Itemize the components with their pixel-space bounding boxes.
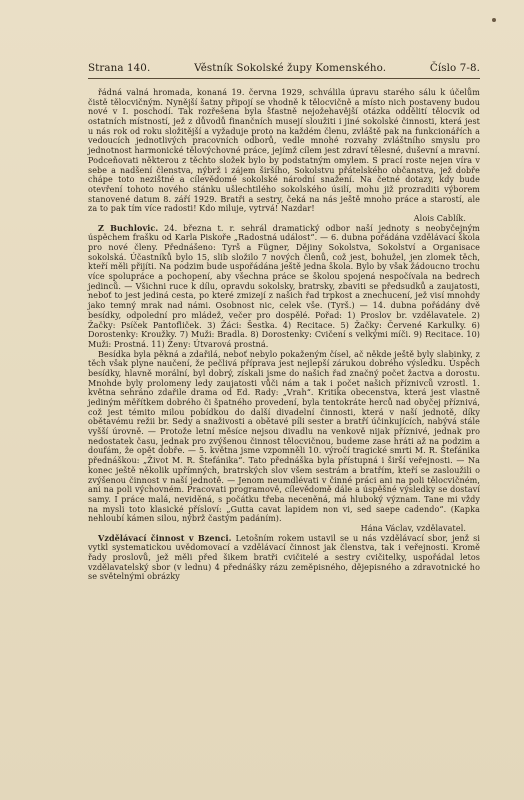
section-buchlovice: [88, 224, 480, 350]
paragraph-3: Besídka byla pěkná a zdařilá, neboť nebylo pokaženým čísel, ač někde ještě byly slabinky, z těch však plyne naučení, že pečlivá příprava jest nejlepší zárukou dobrého výsledku. Úspěch besídky, hlavně morální, byl dobrý, získali jsme do našich řad značný počet žactva a dorostu. Mnohde byly prolomeny ledy zaujatosti vůči nám a tak i počet našich příznivců vzrostl. 1. května sehráno zdařile drama od Ed. Rady: „Vrah“. Kritika obecenstva, která jest vlastně jediným měřítkem dobrého či špatného provedení, byla tentokráte herců nad obyčej příznivá, což jest témito milou pobídkou do další divadelní činnosti, která v naší jednotě, díky obětavému režii br. Sedy a snaživosti a obětavé píli sester a bratří účinkujících, nabývá stále vyšší úrovně. — Protože letní měsíce nejsou divadlu na venkově nijak příznivé, jednak pro nedostatek času, jednak pro zvýšenou činnost tělocvičnou, budeme zase hráti až na podzim a doufám, že opět dobře. — 5. května jsme vzpomněli 10. výročí tragické smrti M. R. Štefánika přednáškou: „Život M. R. Štefánika“. Tato přednáška byla přístupná i širší veřejnosti. — Na konec ještě několik upřímných, bratrských slov všem sestrám a bratřím, kteří se zasloužili o zvýšenou činnost v naší jednotě. — Jenom neumdlévati v činné práci ani na poli tělocvičném, ani na poli výchovném. Pracovati programově, cílevědomě dále a úspěšné výsledky se dostaví samy. I práce malá, neviděná, s počátku třeba neceněná, má hluboký význam. Tane mi vždy na mysli toto klasické přísloví: „Gutta cavat lapidem non vi, sed saepe cadendo“. (Kapka nehloubí kámen silou, nýbrž častým padáním).: [88, 349, 480, 524]
signature-1: Alois Cablík.: [413, 213, 466, 223]
paragraph-1: řádná valná hromada, konaná 19. června 1929, schválila úpravu starého sálu k účelům čistě tělocvičným. Nynější šatny připojí se vhodně k tělocvičně a místo nich postaveny budou nové v I. poschodí. Tak rozřešena byla šťastně nejožehavější otázka oddělití tělocvik od ostatních místností, jež z důvodů finančních musejí sloužiti i jiné sokolské činnosti, která jest u nás rok od roku složitější a vyžaduje proto na každém členu, zvláště pak na funkcionářích a vedoucích jednotlivých pracovních odborů, vedle mnohé rozvahy zvláštního smyslu pro jednotnost harmonické tělovýchovné práce, jejímž cílem jest zdraví tělesné, duševní a mravní. Podceňovati některou z těchto složek bylo by podstatným omylem. S prací roste nejen víra v sebe a nadšení členstva, nýbrž i zájem širšího, Sokolstvu přátelského občanstva, jež dobře chápe toto nezištné a cílevědomé sokolské národní snažení. Na četné dotazy, kdy bude otevření tohoto nového stánku ušlechtilého sokolského úsilí, mohu již prozraditi výborem stanovené datum 8. září 1929. Bratři a sestry, čeká na nás ještě mnoho práce a starostí, ale za to pak tím více radosti! Kdo miluje, vytrvá! Nazdar!: [88, 88, 480, 214]
article-body: [88, 88, 480, 582]
issue-number: Číslo 7-8.: [429, 62, 480, 74]
running-header: [88, 62, 480, 74]
section-title-bzenec: Vzdělávací činnost v Bzenci.: [98, 532, 232, 543]
section-text-buchlovice: 24. března t. r. sehrál dramatický odbor naší jednoty s neobyčejným úspěchem frašku od Karla Piskoře „Radostná událost“. — 6. dubna pořádána vzdělávací škola pro nové členy. Přednášeno: Tyrš a Fügner, Dějiny Sokolstva, Sokolství a Organisace sokolská. Účastníků bylo 15, slib složilo 7 nových členů, což jest, bohužel, jen zlomek těch, kteří měli přijíti. Na podzim bude uspořádána ještě jedna škola. Bylo by však žádoucno trochu více spolupráce a pochopení, aby všechna práce se školou spojená nespočívala na bedrech jedinců. — Všichni ruce k dílu, opravdu sokolsky, bratrsky, zbaviti se předsudků a zaujatosti, neboť to jest jediná cesta, po které zmizejí z našich řad trpkost a znechucení, jež visí mnohdy jako temný mrak nad námi. Osobnost nic, celek vše. (Tyrš.) — 14. dubna pořádány dvě besídky, odpolední pro mládež, večer pro dospělé. Pořad: 1) Proslov br. vzdělavatele. 2) Žačky: Psíček Pantofliček. 3) Žáci: Šestka. 4) Recitace. 5) Žačky: Červené Karkulky. 6) Dorostenky: Kroužky. 7) Muži: Bradla. 8) Dorostenky: Cvičení s velkými míči. 9) Recitace. 10) Muži: Prostná. 11) Ženy: Útvarová prostná.: [88, 223, 481, 349]
section-title-buchlovice: Z Buchlovic.: [98, 222, 159, 233]
ink-dot: [492, 18, 496, 22]
header-rule: [88, 78, 480, 79]
section-bzenec: [88, 534, 480, 582]
section-text-bzenec: Letošním rokem ustavil se u nás vzdělávací sbor, jenž si vytkl systematickou uvědomovací a vzdělávací činnost jak členstva, tak i veřejnosti. Kromě řady proslovů, jež měli před šikem bratři cvičitelé a sestry cvičitelky, uspořádal letos vzdělavatelský sbor (v lednu) 4 přednášky rázu zeměpisného, dějepisného a zdravotnické ho se světelnými obrázky: [88, 533, 480, 582]
journal-title: Věstník Sokolské župy Komenského.: [194, 62, 387, 74]
signature-2: Hána Václav, vzdělavatel.: [360, 523, 466, 533]
page-number: Strana 140.: [88, 62, 151, 74]
